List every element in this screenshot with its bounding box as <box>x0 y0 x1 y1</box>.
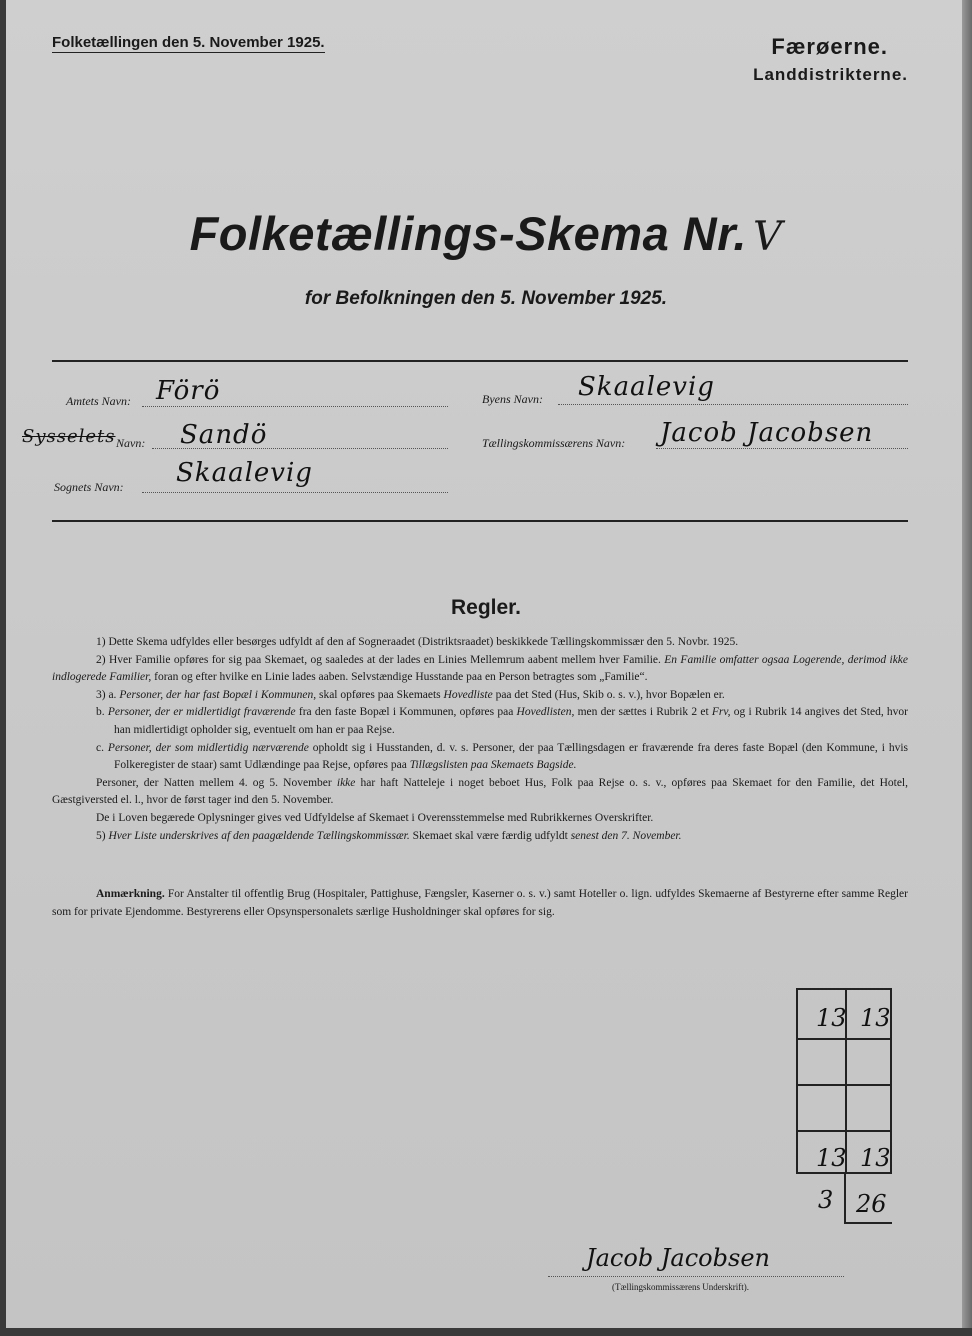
tally-row-line <box>798 1130 890 1132</box>
form-title <box>0 206 972 261</box>
divider-top <box>52 360 908 362</box>
tally-bottom-left: 3 <box>818 1186 834 1214</box>
sysle-label: Navn: <box>116 436 146 450</box>
rule-3c: c. Personer, der som midlertidig nærværende opholdt sig i Husstanden, d. v. s. Personer, der paa Tællingsdagen er fraværende fra deres faste Bopæl (den Kommune, i hvis Folkeregister de staar) samt Udlændinge paa Rejse, opføres paa Tillægslisten paa Skemaets Bagside. <box>96 741 908 772</box>
amt-label: Amtets Navn: <box>66 394 131 408</box>
tally-r4-left: 13 <box>816 1144 847 1172</box>
district-header: Landdistrikterne. <box>753 65 908 84</box>
form-title-text: Folketællings-Skema Nr. <box>189 207 747 260</box>
tally-row-line <box>798 1038 890 1040</box>
signature-value: Jacob Jacobsen <box>586 1244 770 1272</box>
regler-heading: Regler. <box>450 596 522 619</box>
rule-2: 2) Hver Familie opføres for sig paa Skemaet, og saaledes at der lades en Linies Mellemrum aabent mellem hver Familie. En Familie omfatter ogsaa Logerende, derimod ikke indlogerede Familier, foran og efter hvilke en Linie lades aaben. Selvstændige Husstande paa en Person betragtes som „Familie“. <box>52 653 909 684</box>
rule-4: Personer, der Natten mellem 4. og 5. November ikke har haft Natteleje i noget beboet Hus, Folk paa Rejse o. s. v., opføres paa Skemaet for den Familie, det Hotel, Gæstgiversted el. l., hvor de først tager ind den 5. November. <box>52 776 908 807</box>
by-label: Byens Navn: <box>482 392 543 406</box>
by-line <box>558 404 908 405</box>
amt-value: Förö <box>156 376 221 406</box>
region-header: Færøerne. <box>771 34 888 59</box>
note-text: Anmærkning. For Anstalter til offentlig Brug (Hospitaler, Pattighuse, Fængsler, Kaserner o. s. v.) samt Hoteller o. lign. udfyldes Skemaerne af Bestyrerne efter samme Regler som for private Ejendomme. Bestyrerens eller Opsynspersonalets særlige Husholdninger skal opføres for sig. <box>52 888 908 918</box>
tally-r1-right: 13 <box>860 1004 891 1032</box>
sysle-prefix: Sysselets <box>22 426 116 447</box>
kommissaer-label: Tællingskommissærens Navn: <box>482 436 626 450</box>
rule-5: 5) Hver Liste underskrives af den paagældende Tællingskommissær. Skemaet skal være færdig udfyldt senest den 7. November. <box>96 829 682 842</box>
sogn-line <box>142 492 448 493</box>
rules-text <box>52 634 908 845</box>
rule-4b: De i Loven begærede Oplysninger gives ved Udfyldelse af Skemaet i Overensstemmelse med Rubrikkernes Overskrifter. <box>96 811 654 824</box>
sogn-label: Sognets Navn: <box>54 480 124 494</box>
scan-edge-left <box>0 0 6 1336</box>
tally-extension-bottom <box>844 1222 892 1224</box>
signature-label: (Tællingskommissærens Underskrift). <box>612 1282 749 1292</box>
tally-bottom-right: 26 <box>856 1190 887 1218</box>
rule-3a: 3) a. Personer, der har fast Bopæl i Kommunen, skal opføres paa Skemaets Hovedliste paa det Sted (Hus, Skib o. s. v.), hvor Bopælen er. <box>96 688 725 701</box>
sysle-value: Sandö <box>180 420 268 450</box>
kommissaer-line <box>656 448 908 449</box>
rule-1: 1) Dette Skema udfyldes eller besørges udfyldt af den af Sogneraadet (Distriktsraadet) beskikkede Tællingskommissær den 5. Novbr. 1925. <box>96 636 739 648</box>
note-label: Anmærkning. <box>96 888 165 900</box>
kommissaer-value: Jacob Jacobsen <box>660 418 874 448</box>
divider-bottom <box>52 520 908 522</box>
scan-edge-bottom <box>0 1328 972 1336</box>
census-date-header: Folketællingen den 5. November 1925. <box>52 34 325 51</box>
form-subtitle: for Befolkningen den 5. November 1925. <box>304 288 668 309</box>
form-number: V <box>753 214 783 260</box>
tally-r1-left: 13 <box>816 1004 847 1032</box>
sogn-value: Skaalevig <box>176 458 313 488</box>
tally-row-line <box>798 1084 890 1086</box>
scan-edge-right <box>962 0 972 1336</box>
amt-line <box>142 406 448 407</box>
rule-3b: b. Personer, der er midlertidigt fraværende fra den faste Bopæl i Kommunen, opføres paa Hovedlisten, men der sættes i Rubrik 2 et Frv, og i Rubrik 14 angives det Sted, hvor han midlertidigt opholder sig, eventuelt om han er paa Rejse. <box>96 706 908 736</box>
tally-r4-right: 13 <box>860 1144 891 1172</box>
by-value: Skaalevig <box>578 372 715 402</box>
signature-line <box>548 1276 844 1277</box>
tally-extension <box>844 1174 846 1224</box>
